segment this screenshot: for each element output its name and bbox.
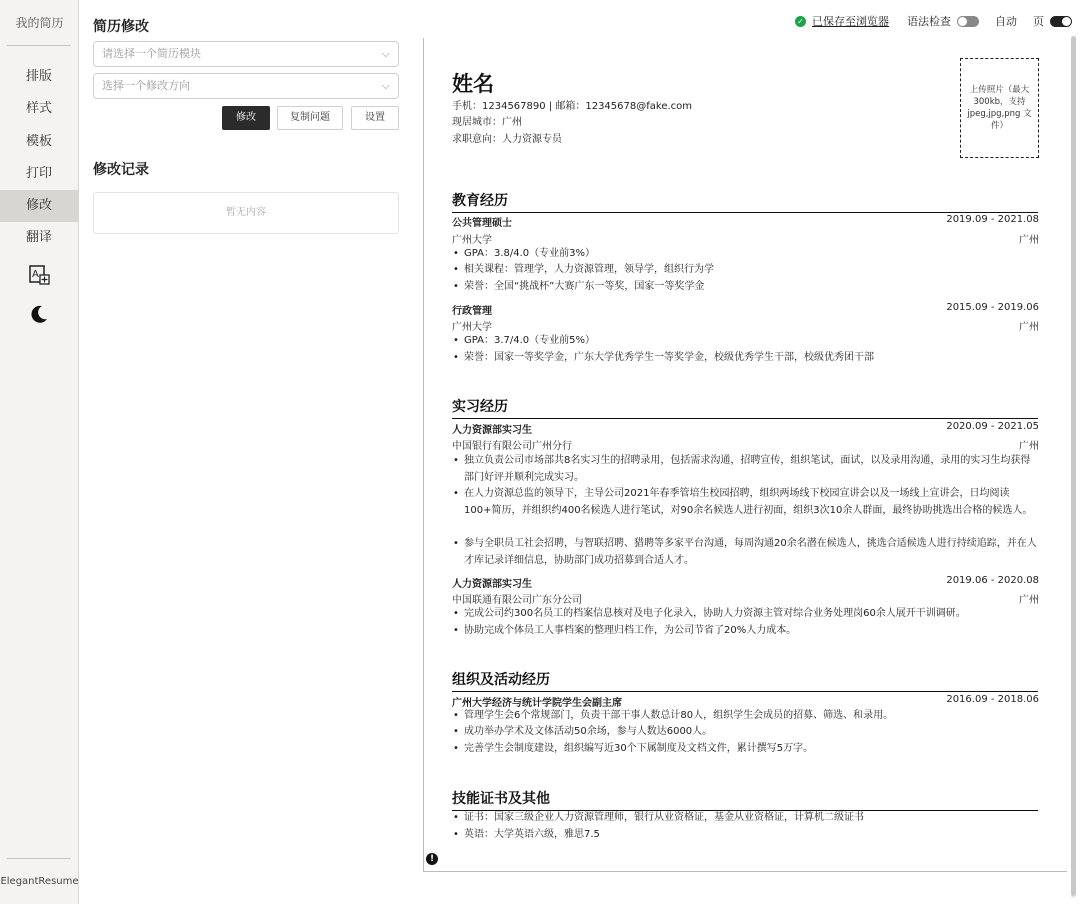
page-label: 页 bbox=[1033, 15, 1044, 28]
chevron-down-icon: ⌵ bbox=[381, 79, 390, 92]
internship-city[interactable]: 广州 bbox=[1019, 441, 1039, 452]
grammar-check-toggle[interactable] bbox=[957, 16, 979, 27]
settings-button[interactable]: 设置 bbox=[351, 106, 399, 130]
education-school[interactable]: 广州大学 bbox=[452, 235, 492, 246]
education-degree[interactable]: 公共管理硕士 bbox=[452, 218, 512, 229]
internship-city[interactable]: 广州 bbox=[1019, 595, 1039, 606]
education-item-header bbox=[452, 302, 1039, 317]
nav-footer-brand: ElegantResume bbox=[0, 876, 79, 887]
grammar-check-label: 语法检查 bbox=[907, 15, 951, 28]
section-title-activities[interactable]: 组织及活动经历 bbox=[452, 669, 1038, 692]
list-item[interactable]: • 成功举办学术及文体活动50余场，参与人数达6000人。 bbox=[452, 724, 1038, 741]
section-title-education[interactable]: 教育经历 bbox=[452, 190, 1038, 213]
left-nav bbox=[0, 0, 79, 904]
page-toggle[interactable] bbox=[1050, 16, 1072, 27]
brand-title[interactable]: 我的简历 bbox=[15, 16, 64, 30]
list-item[interactable]: • 在人力资源总监的领导下，主导公司2021年春季管培生校园招聘，组织两场线下校园宣讲会以及一场线上宣讲会，日均阅读100+简历，并组织约400名候选人进行笔试，对90余名候选人进行初面，组织3次10余人群面，最终协助挑选出合格的候选人。 bbox=[452, 486, 1038, 519]
nav-item-template[interactable]: 模板 bbox=[25, 134, 52, 149]
activity-role[interactable]: 广州大学经济与统计学院学生会副主席 bbox=[452, 698, 622, 709]
direction-select-placeholder: 选择一个修改方向 bbox=[102, 79, 190, 92]
copy-question-button[interactable]: 复制问题 bbox=[277, 106, 343, 130]
activity-date[interactable]: 2016.09 - 2018.06 bbox=[946, 694, 1039, 705]
activity-item-header bbox=[452, 694, 1039, 709]
education-city[interactable]: 广州 bbox=[1019, 322, 1039, 333]
internship-company[interactable]: 中国银行有限公司广州分行 bbox=[452, 441, 572, 452]
top-bar bbox=[795, 12, 1072, 30]
internship-item-subheader bbox=[452, 437, 1039, 452]
panel-title: 简历修改 bbox=[93, 19, 149, 35]
check-icon: ✓ bbox=[795, 16, 806, 27]
internship-item-header bbox=[452, 421, 1039, 436]
moon-icon[interactable] bbox=[0, 300, 78, 328]
nav-item-modify[interactable]: 修改 bbox=[0, 190, 78, 222]
nav-item-print[interactable]: 打印 bbox=[25, 166, 52, 181]
education-degree[interactable]: 行政管理 bbox=[452, 306, 492, 317]
list-item[interactable]: • 独立负责公司市场部共8名实习生的招聘录用，包括需求沟通，招聘宣传，组织笔试，面试，以及录用沟通，录用的实习生均获得部门好评并顺利完成实习。 bbox=[452, 453, 1038, 486]
records-list bbox=[93, 192, 399, 234]
nav-item-translate[interactable]: 翻译 bbox=[25, 230, 52, 245]
resume-name[interactable]: 姓名 bbox=[452, 72, 494, 96]
photo-upload[interactable] bbox=[960, 58, 1039, 158]
list-item[interactable]: • GPA：3.7/4.0（专业前5%） bbox=[452, 333, 1038, 350]
resume-contact[interactable]: 手机：1234567890 | 邮箱：12345678@fake.com bbox=[452, 101, 693, 112]
module-select[interactable] bbox=[93, 41, 399, 67]
modify-button[interactable]: 修改 bbox=[222, 106, 270, 130]
records-title: 修改记录 bbox=[93, 162, 149, 178]
alert-icon[interactable]: ! bbox=[426, 853, 438, 865]
list-item[interactable]: • 荣誉：全国“挑战杯”大赛广东一等奖，国家一等奖学金 bbox=[452, 279, 1038, 296]
auto-label: 自动 bbox=[995, 15, 1017, 28]
scrollbar[interactable] bbox=[1071, 36, 1076, 898]
internship-date[interactable]: 2020.09 - 2021.05 bbox=[946, 421, 1039, 432]
list-item[interactable]: • 管理学生会6个常规部门，负责干部干事人数总计80人，组织学生会成员的招募、筛选、和录用。 bbox=[452, 708, 1038, 725]
list-item[interactable]: • 参与全职员工社会招聘，与智联招聘、猎聘等多家平台沟通，每周沟通20余名潜在候选人，挑选合适候选人进行持续追踪，并在人才库记录详细信息，协助部门成功招募到合适人才。 bbox=[452, 536, 1038, 569]
list-item[interactable]: • 证书：国家三级企业人力资源管理师，银行从业资格证，基金从业资格证，计算机二级证书 bbox=[452, 810, 1038, 827]
education-date[interactable]: 2015.09 - 2019.06 bbox=[946, 302, 1039, 313]
list-item[interactable]: • GPA：3.8/4.0（专业前3%） bbox=[452, 246, 1038, 263]
list-item[interactable]: • 相关课程：管理学，人力资源管理，领导学，组织行为学 bbox=[452, 262, 1038, 279]
education-item-subheader bbox=[452, 231, 1039, 246]
internship-role[interactable]: 人力资源部实习生 bbox=[452, 425, 532, 436]
scrollbar-thumb[interactable] bbox=[1071, 36, 1076, 896]
education-date[interactable]: 2019.09 - 2021.08 bbox=[946, 214, 1039, 225]
saved-status-link[interactable]: 已保存至浏览器 bbox=[812, 15, 889, 28]
svg-text:A: A bbox=[32, 269, 39, 280]
records-empty-text: 暂无内容 bbox=[226, 207, 266, 218]
add-text-icon[interactable] bbox=[0, 261, 78, 289]
section-title-internship[interactable]: 实习经历 bbox=[452, 396, 1038, 419]
modify-panel bbox=[80, 0, 410, 904]
nav-divider-bottom bbox=[7, 858, 71, 859]
photo-upload-text: 上传照片（最大 300kb，支持 jpeg,jpg,png 文件） bbox=[967, 85, 1032, 131]
list-item[interactable]: • 荣誉：国家一等奖学金，广东大学优秀学生一等奖学金，校级优秀学生干部，校级优秀团干部 bbox=[452, 350, 1038, 367]
direction-select[interactable] bbox=[93, 73, 399, 99]
nav-divider-top bbox=[7, 45, 71, 46]
internship-role[interactable]: 人力资源部实习生 bbox=[452, 579, 532, 590]
section-title-skills[interactable]: 技能证书及其他 bbox=[452, 788, 1038, 811]
internship-company[interactable]: 中国联通有限公司广东分公司 bbox=[452, 595, 582, 606]
resume-city[interactable]: 现居城市：广州 bbox=[452, 117, 522, 128]
list-item[interactable]: • 完善学生会制度建设，组织编写近30个下属制度及文档文件，累计撰写5万字。 bbox=[452, 741, 1038, 758]
internship-item-header bbox=[452, 575, 1039, 590]
internship-date[interactable]: 2019.06 - 2020.08 bbox=[946, 575, 1039, 586]
nav-item-layout[interactable]: 排版 bbox=[25, 69, 52, 84]
list-item[interactable]: • 英语：大学英语六级，雅思7.5 bbox=[452, 827, 1038, 844]
education-item-header bbox=[452, 214, 1039, 229]
list-item[interactable]: • 协助完成个体员工人事档案的整理归档工作，为公司节省了20%人力成本。 bbox=[452, 623, 1038, 640]
nav-item-style[interactable]: 样式 bbox=[25, 101, 52, 116]
module-select-placeholder: 请选择一个简历模块 bbox=[102, 47, 201, 60]
chevron-down-icon: ⌵ bbox=[381, 47, 390, 60]
list-item[interactable]: • 完成公司约300名员工的档案信息核对及电子化录入，协助人力资源主管对综合业务处理岗60余人展开干训调研。 bbox=[452, 606, 1038, 623]
education-city[interactable]: 广州 bbox=[1019, 235, 1039, 246]
education-item-subheader bbox=[452, 318, 1039, 333]
internship-item-subheader bbox=[452, 591, 1039, 606]
education-school[interactable]: 广州大学 bbox=[452, 322, 492, 333]
resume-intent[interactable]: 求职意向：人力资源专员 bbox=[452, 134, 562, 145]
